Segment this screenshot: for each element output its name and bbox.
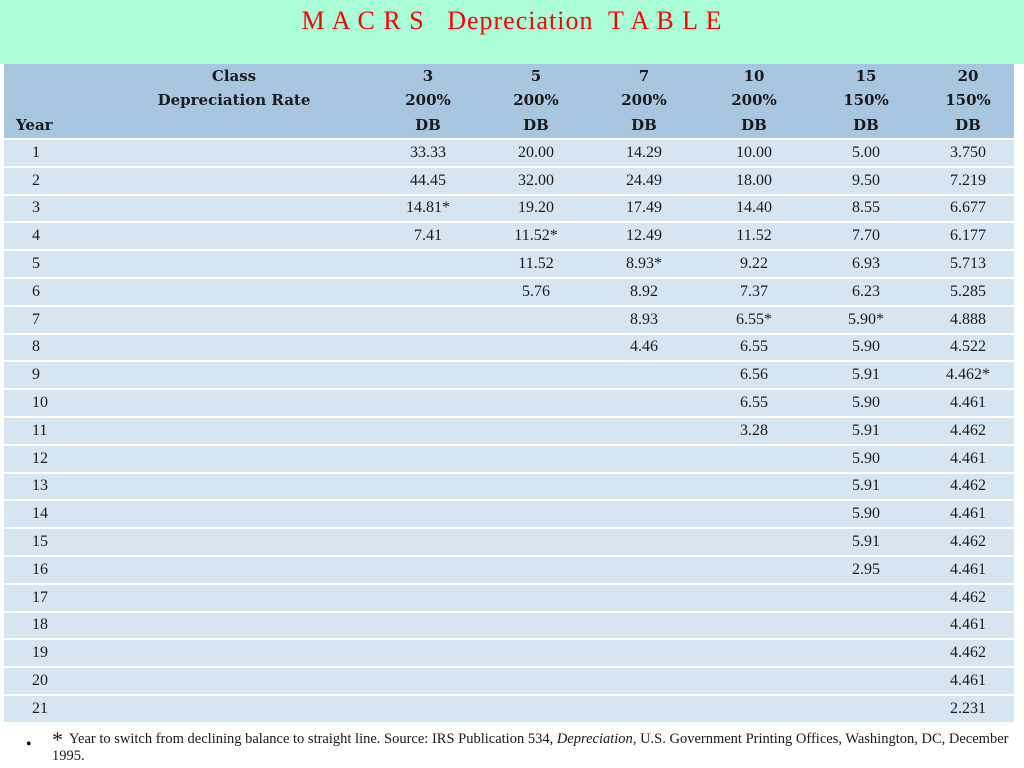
rate-cell [374, 389, 482, 417]
rate-cell [698, 695, 810, 722]
year-cell: 6 [4, 278, 374, 306]
table-row [4, 584, 1014, 612]
rate-cell [482, 695, 590, 722]
rate-cell: 4.888 [922, 306, 1014, 334]
rate-cell [698, 667, 810, 695]
rate-cell [590, 389, 698, 417]
rate-cell [374, 612, 482, 640]
rate-cell: 9.50 [810, 167, 922, 195]
rate-cell: 5.90 [810, 445, 922, 473]
rate-cell: 18.00 [698, 167, 810, 195]
table-row [4, 278, 1014, 306]
table-body [4, 139, 1014, 722]
footnote-text-before: Year to switch from declining balance to straight line. Source: IRS Publication 534, [69, 731, 557, 747]
class-header: 7 [638, 67, 650, 85]
rate-cell [374, 334, 482, 362]
rate-cell [374, 306, 482, 334]
rate-cell: 8.93* [590, 250, 698, 278]
rate-header: 200% [621, 91, 667, 109]
rate-cell [374, 584, 482, 612]
rate-cell: 6.55 [698, 389, 810, 417]
rate-cell [810, 639, 922, 667]
year-cell: 4 [4, 222, 374, 250]
rate-cell: 7.37 [698, 278, 810, 306]
rate-cell: 3.750 [922, 139, 1014, 167]
rate-cell: 5.00 [810, 139, 922, 167]
rate-cell [482, 445, 590, 473]
year-cell: 16 [4, 556, 374, 584]
rate-cell: 5.91 [810, 361, 922, 389]
rate-cell [482, 473, 590, 501]
rate-cell: 7.41 [374, 222, 482, 250]
rate-cell: 4.46 [590, 334, 698, 362]
rate-cell: 32.00 [482, 167, 590, 195]
rate-cell [374, 361, 482, 389]
method-header: DB [374, 112, 482, 139]
rate-cell: 4.462 [922, 639, 1014, 667]
year-label: Year [4, 112, 374, 139]
table-row [4, 695, 1014, 722]
header-row-class [4, 64, 1014, 88]
rate-cell [590, 667, 698, 695]
rate-cell [374, 473, 482, 501]
method-header: DB [698, 112, 810, 139]
macrs-table-container [4, 64, 1014, 722]
footnote-star: * [52, 727, 63, 752]
rate-cell: 4.462 [922, 584, 1014, 612]
rate-cell: 8.55 [810, 195, 922, 223]
table-row [4, 334, 1014, 362]
rate-cell: 14.29 [590, 139, 698, 167]
rate-cell [590, 473, 698, 501]
rate-cell: 6.55* [698, 306, 810, 334]
page-title: M A C R S Depreciation T A B L E [301, 6, 723, 35]
rate-cell: 5.90 [810, 500, 922, 528]
table-row [4, 417, 1014, 445]
rate-cell [374, 445, 482, 473]
table-row [4, 667, 1014, 695]
class-label: Class [211, 67, 257, 85]
rate-cell: 5.713 [922, 250, 1014, 278]
rate-cell: 5.90 [810, 334, 922, 362]
rate-cell: 6.56 [698, 361, 810, 389]
table-row [4, 306, 1014, 334]
rate-cell [698, 584, 810, 612]
rate-cell: 6.177 [922, 222, 1014, 250]
rate-cell: 4.461 [922, 500, 1014, 528]
year-cell: 8 [4, 334, 374, 362]
table-row [4, 195, 1014, 223]
year-cell: 9 [4, 361, 374, 389]
method-header: DB [482, 112, 590, 139]
rate-header: 200% [513, 91, 559, 109]
rate-header: 150% [843, 91, 889, 109]
rate-cell [482, 361, 590, 389]
rate-cell: 14.40 [698, 195, 810, 223]
rate-cell [374, 250, 482, 278]
rate-cell: 4.461 [922, 556, 1014, 584]
rate-cell: 4.461 [922, 445, 1014, 473]
rate-cell [482, 639, 590, 667]
year-cell: 20 [4, 667, 374, 695]
method-header: DB [922, 112, 1014, 139]
rate-cell [590, 556, 698, 584]
table-row [4, 612, 1014, 640]
rate-cell: 44.45 [374, 167, 482, 195]
rate-cell: 5.285 [922, 278, 1014, 306]
rate-cell [590, 528, 698, 556]
rate-cell [374, 556, 482, 584]
rate-cell [482, 556, 590, 584]
rate-cell [482, 500, 590, 528]
rate-cell [698, 556, 810, 584]
rate-header: 200% [731, 91, 777, 109]
rate-cell: 11.52 [698, 222, 810, 250]
rate-cell [810, 584, 922, 612]
rate-cell: 5.91 [810, 473, 922, 501]
rate-cell [482, 306, 590, 334]
table-row [4, 250, 1014, 278]
rate-label: Depreciation Rate [157, 91, 311, 109]
rate-cell [590, 584, 698, 612]
rate-cell [698, 528, 810, 556]
macrs-table [4, 64, 1014, 722]
rate-cell [698, 639, 810, 667]
year-cell: 19 [4, 639, 374, 667]
class-header: 20 [957, 67, 979, 85]
rate-cell: 6.677 [922, 195, 1014, 223]
table-row [4, 361, 1014, 389]
rate-cell: 4.461 [922, 389, 1014, 417]
rate-cell: 6.23 [810, 278, 922, 306]
table-row [4, 639, 1014, 667]
rate-cell [374, 417, 482, 445]
rate-cell [698, 445, 810, 473]
table-row [4, 500, 1014, 528]
rate-cell [590, 500, 698, 528]
rate-cell [590, 639, 698, 667]
table-row [4, 445, 1014, 473]
year-cell: 13 [4, 473, 374, 501]
rate-cell: 7.70 [810, 222, 922, 250]
rate-cell: 20.00 [482, 139, 590, 167]
rate-cell: 2.231 [922, 695, 1014, 722]
table-row [4, 222, 1014, 250]
year-cell: 2 [4, 167, 374, 195]
year-cell: 17 [4, 584, 374, 612]
class-header: 10 [743, 67, 765, 85]
rate-cell: 5.91 [810, 528, 922, 556]
year-cell: 5 [4, 250, 374, 278]
year-cell: 14 [4, 500, 374, 528]
footnote-text-after: , U.S. Government Printing Offices, Washington, DC, December 1995. [52, 731, 1009, 764]
footnote [52, 727, 1022, 765]
header-row-rate [4, 88, 1014, 112]
rate-cell: 6.93 [810, 250, 922, 278]
rate-cell: 4.461 [922, 667, 1014, 695]
rate-cell: 5.76 [482, 278, 590, 306]
table-row [4, 473, 1014, 501]
method-header: DB [590, 112, 698, 139]
year-cell: 18 [4, 612, 374, 640]
table-row [4, 528, 1014, 556]
rate-cell [374, 695, 482, 722]
rate-cell [482, 584, 590, 612]
rate-cell: 12.49 [590, 222, 698, 250]
table-row [4, 389, 1014, 417]
rate-cell: 4.462* [922, 361, 1014, 389]
table-row [4, 167, 1014, 195]
rate-cell: 4.462 [922, 417, 1014, 445]
rate-header: 150% [945, 91, 991, 109]
year-cell: 10 [4, 389, 374, 417]
rate-cell: 8.92 [590, 278, 698, 306]
year-cell: 1 [4, 139, 374, 167]
title-bar [0, 0, 1024, 64]
method-header: DB [810, 112, 922, 139]
footnote-bullet: • [26, 736, 32, 753]
rate-cell [482, 612, 590, 640]
rate-cell: 4.461 [922, 612, 1014, 640]
year-cell: 21 [4, 695, 374, 722]
rate-cell: 33.33 [374, 139, 482, 167]
class-header: 3 [422, 67, 434, 85]
rate-cell [482, 389, 590, 417]
rate-cell [482, 417, 590, 445]
class-header: 5 [530, 67, 542, 85]
year-cell: 7 [4, 306, 374, 334]
rate-header: 200% [405, 91, 451, 109]
year-cell: 15 [4, 528, 374, 556]
rate-cell: 5.90 [810, 389, 922, 417]
rate-cell [810, 667, 922, 695]
rate-cell: 6.55 [698, 334, 810, 362]
rate-cell [374, 528, 482, 556]
rate-cell: 24.49 [590, 167, 698, 195]
rate-cell [810, 695, 922, 722]
class-header: 15 [855, 67, 877, 85]
year-cell: 11 [4, 417, 374, 445]
rate-cell: 7.219 [922, 167, 1014, 195]
rate-cell [482, 667, 590, 695]
rate-cell [590, 417, 698, 445]
rate-cell: 5.91 [810, 417, 922, 445]
rate-cell [482, 334, 590, 362]
rate-cell [590, 361, 698, 389]
rate-cell [590, 445, 698, 473]
rate-cell: 11.52* [482, 222, 590, 250]
rate-cell: 11.52 [482, 250, 590, 278]
rate-cell: 4.462 [922, 528, 1014, 556]
rate-cell: 14.81* [374, 195, 482, 223]
rate-cell: 3.28 [698, 417, 810, 445]
rate-cell: 8.93 [590, 306, 698, 334]
rate-cell [590, 612, 698, 640]
rate-cell: 17.49 [590, 195, 698, 223]
year-cell: 12 [4, 445, 374, 473]
rate-cell [810, 612, 922, 640]
table-row [4, 556, 1014, 584]
rate-cell: 19.20 [482, 195, 590, 223]
rate-cell [374, 639, 482, 667]
rate-cell [698, 612, 810, 640]
rate-cell [374, 667, 482, 695]
rate-cell: 10.00 [698, 139, 810, 167]
footnote-italic-title: Depreciation [556, 731, 633, 747]
rate-cell: 4.462 [922, 473, 1014, 501]
rate-cell [482, 528, 590, 556]
header-row-method [4, 112, 1014, 139]
table-row [4, 139, 1014, 167]
rate-cell: 4.522 [922, 334, 1014, 362]
rate-cell: 5.90* [810, 306, 922, 334]
rate-cell [698, 473, 810, 501]
rate-cell: 9.22 [698, 250, 810, 278]
rate-cell [698, 500, 810, 528]
rate-cell [374, 278, 482, 306]
rate-cell: 2.95 [810, 556, 922, 584]
rate-cell [590, 695, 698, 722]
year-cell: 3 [4, 195, 374, 223]
rate-cell [374, 500, 482, 528]
